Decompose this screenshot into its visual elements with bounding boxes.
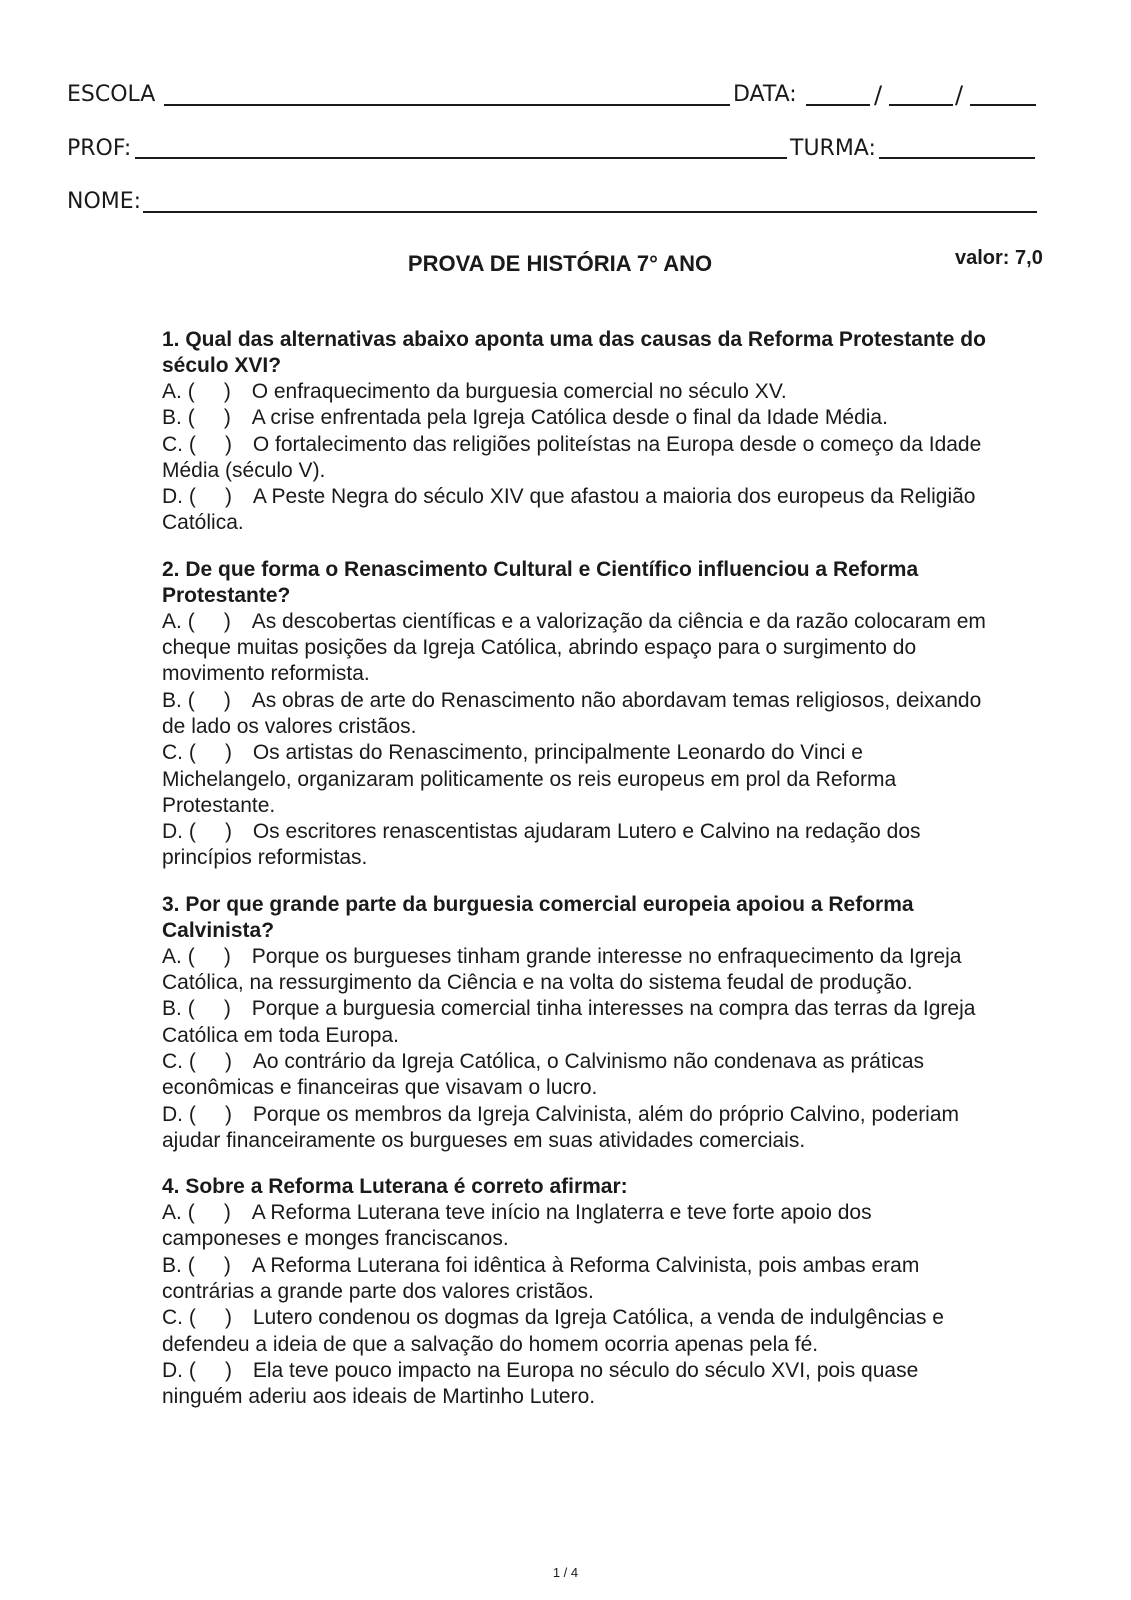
option-text: Ela teve pouco impacto na Europa no século do século XVI, pois quase ninguém aderiu aos ideais de Martinho Lutero.	[162, 1358, 919, 1409]
option-c[interactable]	[162, 1305, 992, 1358]
option-text: Os escritores renascentistas ajudaram Lutero e Calvino na redação dos princípios reformistas.	[162, 820, 921, 870]
option-b[interactable]	[162, 1253, 992, 1306]
option-c[interactable]	[162, 432, 992, 485]
answer-checkbox[interactable]: ( )	[188, 741, 233, 765]
option-text: As descobertas científicas e a valorização da ciência e da razão colocaram em cheque muitas posições da Igreja Católica, abrindo espaço para o surgimento do movimento reformista.	[162, 609, 986, 686]
date-day-line[interactable]	[806, 104, 870, 106]
date-separator: /	[874, 81, 883, 109]
answer-checkbox[interactable]: ( )	[187, 997, 231, 1021]
question-4	[162, 1174, 992, 1410]
data-label: DATA:	[733, 82, 797, 107]
answer-checkbox[interactable]: ( )	[187, 1201, 231, 1225]
option-text: Porque os membros da Igreja Calvinista, além do próprio Calvino, poderiam ajudar financeiramente os burgueses em suas atividades comerciais.	[162, 1102, 960, 1152]
answer-checkbox[interactable]: ( )	[188, 1358, 233, 1382]
option-letter: D.	[162, 485, 183, 509]
answer-checkbox[interactable]: ( )	[187, 406, 231, 430]
option-d[interactable]	[162, 819, 992, 872]
option-text: O enfraquecimento da burguesia comercial no século XV.	[251, 380, 787, 403]
option-text: A crise enfrentada pela Igreja Católica desde o final da Idade Média.	[251, 406, 888, 430]
option-letter: B.	[162, 406, 182, 430]
exam-title: PROVA DE HISTÓRIA 7° ANO	[407, 251, 713, 276]
option-text: A Reforma Luterana teve início na Inglaterra e teve forte apoio dos camponeses e monges franciscanos.	[162, 1201, 872, 1251]
answer-checkbox[interactable]: ( )	[187, 380, 231, 403]
option-text: O fortalecimento das religiões politeístas na Europa desde o começo da Idade Média (século V).	[162, 432, 982, 482]
option-c[interactable]	[162, 740, 992, 819]
escola-field-line[interactable]	[164, 104, 730, 106]
option-d[interactable]	[162, 1102, 992, 1155]
option-a[interactable]	[162, 609, 992, 688]
option-letter: C.	[162, 741, 183, 765]
answer-checkbox[interactable]: ( )	[188, 820, 233, 844]
option-letter: B.	[162, 1253, 182, 1277]
date-year-line[interactable]	[970, 104, 1036, 106]
option-letter: A.	[162, 609, 182, 633]
option-a[interactable]	[162, 379, 992, 405]
option-b[interactable]	[162, 405, 992, 431]
date-separator: /	[955, 81, 964, 109]
answer-checkbox[interactable]: ( )	[188, 1049, 233, 1073]
option-letter: C.	[162, 1049, 183, 1073]
option-letter: D.	[162, 820, 183, 844]
option-letter: D.	[162, 1358, 183, 1382]
option-d[interactable]	[162, 484, 992, 537]
exam-value: valor: 7,0	[955, 247, 1043, 269]
turma-field-line[interactable]	[879, 157, 1035, 159]
option-c[interactable]	[162, 1049, 992, 1102]
option-letter: C.	[162, 1306, 183, 1330]
nome-label: NOME:	[67, 189, 142, 214]
escola-label: ESCOLA	[67, 82, 156, 107]
option-a[interactable]	[162, 1200, 992, 1253]
question-2	[162, 557, 992, 872]
option-a[interactable]	[162, 944, 992, 997]
questions-list	[162, 327, 992, 1431]
date-month-line[interactable]	[889, 104, 953, 106]
nome-field-line[interactable]	[143, 211, 1037, 213]
question-text: 3. Por que grande parte da burguesia comercial europeia apoiou a Reforma Calvinista?	[162, 892, 914, 942]
question-1	[162, 327, 992, 537]
prof-field-line[interactable]	[135, 157, 787, 159]
question-3	[162, 892, 992, 1154]
prof-label: PROF:	[67, 136, 132, 161]
answer-checkbox[interactable]: ( )	[187, 944, 231, 968]
option-letter: B.	[162, 688, 182, 712]
question-text: 2. De que forma o Renascimento Cultural e Científico influenciou a Reforma Protestante?	[162, 557, 919, 607]
page-number: 1 / 4	[552, 1565, 579, 1580]
option-text: Ao contrário da Igreja Católica, o Calvinismo não condenava as práticas econômicas e financeiras que visavam o lucro.	[162, 1049, 925, 1100]
turma-label: TURMA:	[790, 136, 876, 161]
option-letter: A.	[162, 1201, 182, 1225]
option-letter: C.	[162, 432, 183, 456]
answer-checkbox[interactable]: ( )	[188, 1102, 233, 1126]
option-text: Porque os burgueses tinham grande interesse no enfraquecimento da Igreja Católica, na ressurgimento da Ciência e na volta do sistema feudal de produção.	[162, 944, 962, 995]
option-text: Porque a burguesia comercial tinha interesses na compra das terras da Igreja Católica em toda Europa.	[162, 997, 976, 1047]
option-letter: A.	[162, 380, 182, 403]
option-text: Os artistas do Renascimento, principalmente Leonardo do Vinci e Michelangelo, organizaram politicamente os reis europeus em prol da Reforma Protestante.	[162, 741, 897, 817]
option-b[interactable]	[162, 688, 992, 741]
option-b[interactable]	[162, 996, 992, 1049]
option-d[interactable]	[162, 1358, 992, 1411]
question-text: 4. Sobre a Reforma Luterana é correto afirmar:	[162, 1175, 628, 1199]
option-letter: D.	[162, 1102, 183, 1126]
answer-checkbox[interactable]: ( )	[187, 688, 231, 712]
option-letter: B.	[162, 997, 182, 1021]
question-text: 1. Qual das alternativas abaixo aponta uma das causas da Reforma Protestante do século XVI?	[162, 328, 986, 377]
option-text: As obras de arte do Renascimento não abordavam temas religiosos, deixando de lado os valores cristãos.	[162, 688, 982, 738]
option-text: Lutero condenou os dogmas da Igreja Católica, a venda de indulgências e defendeu a ideia de que a salvação do homem ocorria apenas pela fé.	[162, 1306, 944, 1356]
answer-checkbox[interactable]: ( )	[187, 1253, 231, 1277]
answer-checkbox[interactable]: ( )	[187, 609, 231, 633]
answer-checkbox[interactable]: ( )	[188, 1306, 233, 1330]
option-text: A Reforma Luterana foi idêntica à Reforma Calvinista, pois ambas eram contrárias a grande parte dos valores cristãos.	[162, 1253, 920, 1304]
answer-checkbox[interactable]: ( )	[188, 485, 233, 509]
option-letter: A.	[162, 944, 182, 968]
option-text: A Peste Negra do século XIV que afastou a maioria dos europeus da Religião Católica.	[162, 485, 976, 535]
answer-checkbox[interactable]: ( )	[188, 432, 233, 456]
